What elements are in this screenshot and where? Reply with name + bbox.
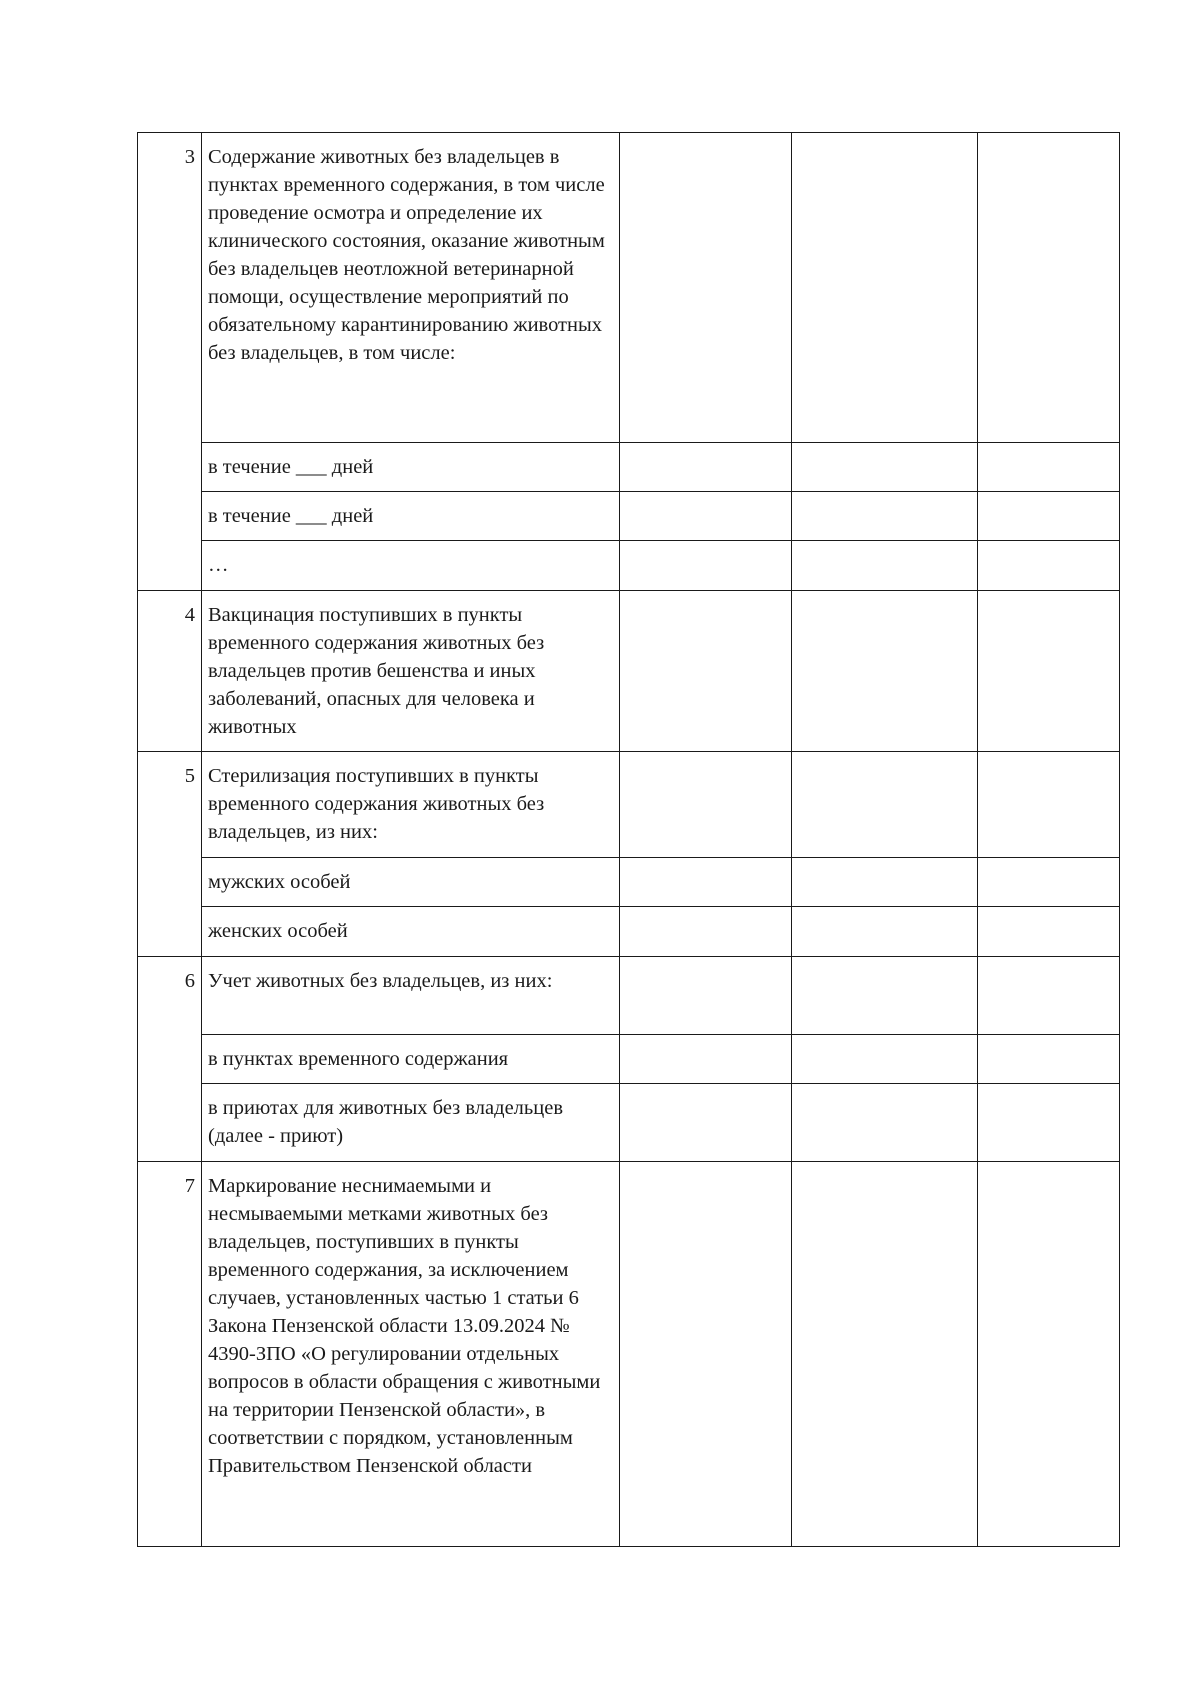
value-cell <box>978 752 1120 858</box>
value-cell <box>620 591 792 752</box>
value-cell <box>978 1084 1120 1162</box>
sub-item: в течение ___ дней <box>202 492 620 541</box>
row-number: 3 <box>138 133 202 591</box>
table-row <box>138 752 1120 858</box>
value-cell <box>620 1162 792 1547</box>
sub-item: в пунктах временного содержания <box>202 1035 620 1084</box>
value-cell <box>792 541 978 591</box>
table-row <box>138 1162 1120 1547</box>
value-cell <box>792 492 978 541</box>
row-number: 4 <box>138 591 202 752</box>
table-row <box>138 907 1120 957</box>
table-row <box>138 133 1120 443</box>
sub-item: женских особей <box>202 907 620 957</box>
table-row <box>138 591 1120 752</box>
value-cell <box>978 957 1120 1035</box>
value-cell <box>978 133 1120 443</box>
value-cell <box>792 907 978 957</box>
value-cell <box>978 1035 1120 1084</box>
table-row <box>138 957 1120 1035</box>
value-cell <box>978 492 1120 541</box>
value-cell <box>978 591 1120 752</box>
value-cell <box>792 443 978 492</box>
value-cell <box>620 492 792 541</box>
value-cell <box>978 858 1120 907</box>
row-description: Стерилизация поступивших в пункты временного содержания животных без владельцев, из них: <box>202 752 620 858</box>
sub-item: в приютах для животных без владельцев (далее - приют) <box>202 1084 620 1162</box>
value-cell <box>978 1162 1120 1547</box>
value-cell <box>978 541 1120 591</box>
sub-item: … <box>202 541 620 591</box>
value-cell <box>792 1035 978 1084</box>
value-cell <box>792 591 978 752</box>
value-cell <box>792 1162 978 1547</box>
value-cell <box>792 858 978 907</box>
value-cell <box>792 957 978 1035</box>
table-row <box>138 541 1120 591</box>
value-cell <box>620 541 792 591</box>
table-row <box>138 858 1120 907</box>
value-cell <box>620 858 792 907</box>
row-description: Учет животных без владельцев, из них: <box>202 957 620 1035</box>
sub-item: в течение ___ дней <box>202 443 620 492</box>
sub-item: мужских особей <box>202 858 620 907</box>
value-cell <box>620 1035 792 1084</box>
value-cell <box>620 443 792 492</box>
value-cell <box>978 443 1120 492</box>
row-description: Содержание животных без владельцев в пунктах временного содержания, в том числе проведение осмотра и определение их клинического состояния, оказание животным без владельцев неотложной ветеринарной помощи, осуществление мероприятий по обязательному карантинированию животных без владельцев, в том числе: <box>202 133 620 443</box>
row-description: Вакцинация поступивших в пункты временного содержания животных без владельцев против бешенства и иных заболеваний, опасных для человека и животных <box>202 591 620 752</box>
table-row <box>138 443 1120 492</box>
value-cell <box>620 133 792 443</box>
table-row <box>138 492 1120 541</box>
row-number: 6 <box>138 957 202 1162</box>
value-cell <box>978 907 1120 957</box>
value-cell <box>620 907 792 957</box>
value-cell <box>792 1084 978 1162</box>
row-description: Маркирование неснимаемыми и несмываемыми метками животных без владельцев, поступивших в пункты временного содержания, за исключением случаев, установленных частью 1 статьи 6 Закона Пензенской области 13.09.2024 № 4390-ЗПО «О регулировании отдельных вопросов в области обращения с животными на территории Пензенской области», в соответствии с порядком, установленным Правительством Пензенской области <box>202 1162 620 1547</box>
services-table <box>137 132 1120 1547</box>
row-number: 5 <box>138 752 202 957</box>
value-cell <box>792 752 978 858</box>
value-cell <box>620 1084 792 1162</box>
row-number: 7 <box>138 1162 202 1547</box>
value-cell <box>620 752 792 858</box>
table-row <box>138 1084 1120 1162</box>
value-cell <box>792 133 978 443</box>
table-row <box>138 1035 1120 1084</box>
value-cell <box>620 957 792 1035</box>
